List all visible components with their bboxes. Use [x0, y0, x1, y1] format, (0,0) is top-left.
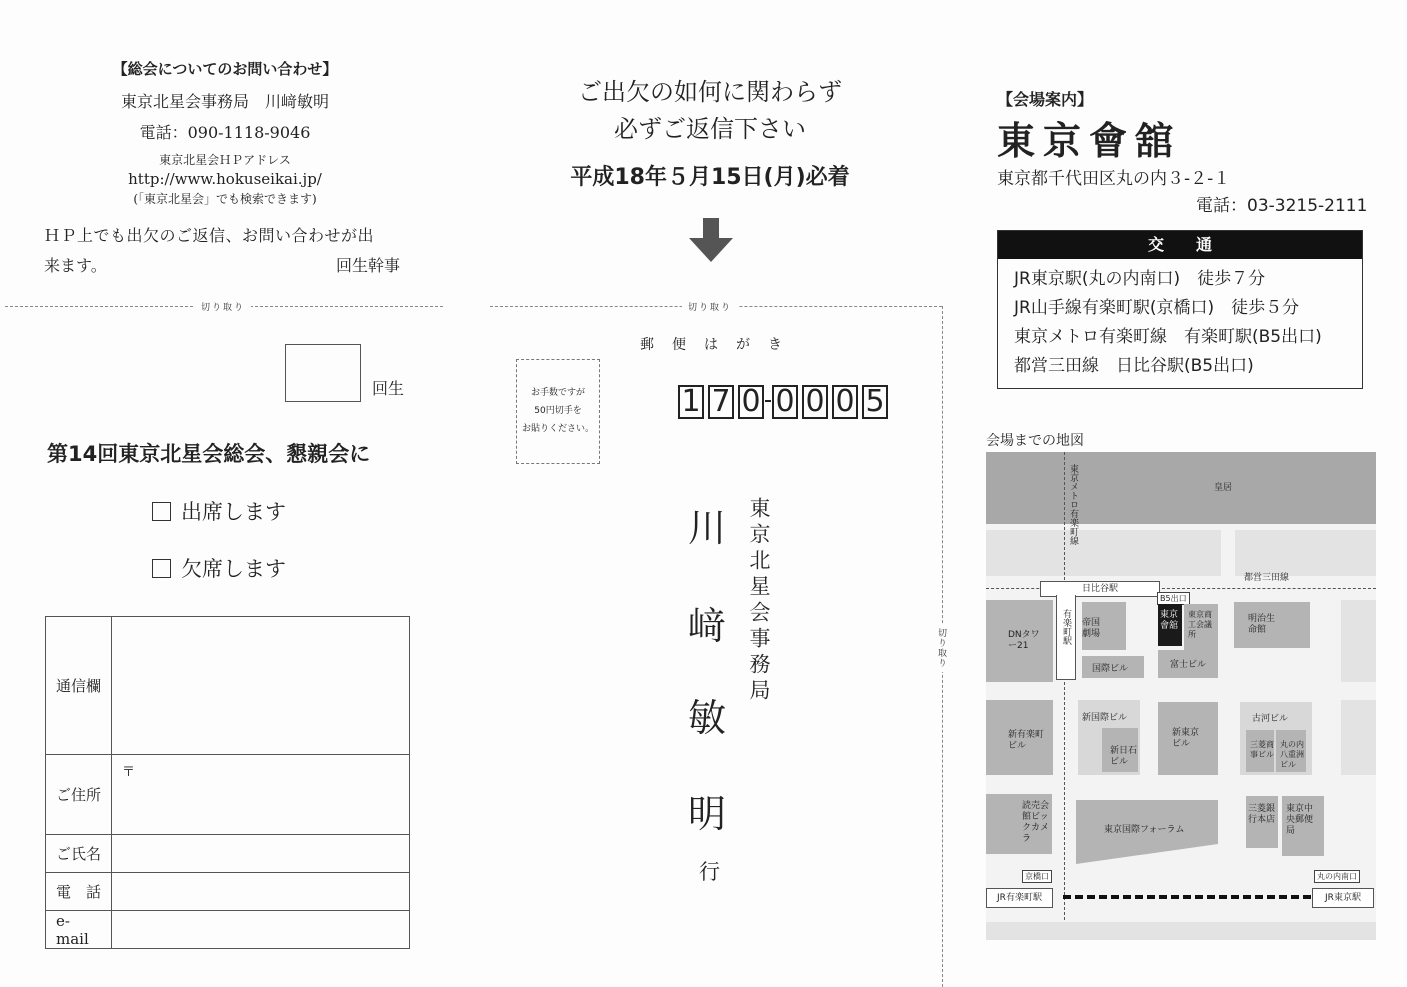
- map-yurakucho-station: [1056, 595, 1076, 680]
- map-block: [1341, 600, 1376, 682]
- inquiry-section: [40, 58, 410, 207]
- map-title: 会場までの地図: [986, 433, 1084, 449]
- zip-digit: 0: [772, 385, 798, 419]
- map-label-metro-line: 東京メトロ有楽町線: [1068, 464, 1078, 545]
- attend-checkbox[interactable]: [152, 502, 171, 521]
- cut-label-left: 切り取り: [195, 300, 251, 313]
- map-label-marunouchi-yaesu: 丸の内八重洲ビル: [1280, 740, 1304, 769]
- name-char: 﨑: [688, 604, 727, 648]
- zip-digit: 0: [802, 385, 828, 419]
- transport-title: 交 通: [998, 231, 1362, 259]
- absent-label: 欠席します: [181, 557, 286, 581]
- zip-digit: 5: [862, 385, 888, 419]
- map-label-forum: 東京国際フォーラム: [1104, 825, 1185, 835]
- zip-hyphen: [765, 400, 771, 402]
- form-label-name: ご氏名: [46, 835, 112, 873]
- inquiry-signature: 回生幹事: [336, 256, 401, 275]
- name-char: 明: [688, 792, 727, 836]
- map-label-mita-line: 都営三田線: [1244, 573, 1290, 583]
- map-b5-exit: B5出口: [1157, 592, 1190, 605]
- form-label-email: e-mail: [46, 911, 112, 949]
- postal-mark: 〒: [122, 765, 136, 780]
- transport-box: [997, 230, 1363, 389]
- address-field[interactable]: [112, 755, 410, 835]
- map-jr-tokyo: JR東京駅: [1312, 888, 1374, 908]
- zip-digit: 0: [832, 385, 858, 419]
- inquiry-note-line2: 来ます。: [44, 256, 107, 275]
- map-label-meiji: 明治生命館: [1248, 614, 1276, 635]
- phone-field[interactable]: [112, 873, 410, 911]
- map-label-shin-kokusai: 新国際ビル: [1082, 713, 1128, 723]
- map-label-teikoku: 帝国劇場: [1082, 618, 1101, 639]
- class-label: 回生: [372, 379, 405, 398]
- map-label-yomiuri: 読売会館ビックカメラ: [1022, 801, 1050, 844]
- attend-option[interactable]: [152, 496, 286, 526]
- form-row-message: [46, 617, 410, 755]
- map-label-fuji: 富士ビル: [1170, 660, 1207, 670]
- zip-digit: 0: [738, 385, 764, 419]
- reply-notice: [520, 72, 900, 191]
- reply-notice-line1: ご出欠の如何に関わらず: [578, 78, 842, 106]
- arrow-down-icon: [688, 218, 734, 264]
- map-metro-line: [1064, 452, 1065, 940]
- hp-url-link[interactable]: http://www.hokuseikai.jp/: [128, 170, 322, 188]
- hp-label: 東京北星会ＨＰアドレス: [159, 153, 291, 167]
- cut-label-middle: 切り取り: [682, 300, 738, 313]
- name-field[interactable]: [112, 835, 410, 873]
- search-note: (「東京北星会」でも検索できます): [133, 192, 317, 206]
- venue-address: 東京都千代田区丸の内３-２-１: [997, 169, 1231, 189]
- map-label-kokyo: 皇居: [1214, 483, 1233, 493]
- stamp-note-line2: 50円切手を: [534, 406, 582, 416]
- map-label-furukawa: 古河ビル: [1252, 714, 1289, 724]
- venue-phone: 電話：03-3215-2111: [1196, 196, 1368, 216]
- map-jr-yurakucho: JR有楽町駅: [986, 888, 1053, 908]
- addressee-org: 東京北星会事務局: [747, 497, 771, 705]
- map-label-post-office: 東京中央郵便局: [1286, 804, 1314, 836]
- map-label-shoko: 東京商工会議所: [1188, 610, 1212, 639]
- map-label-shin-yurakucho: 新有楽町ビル: [1008, 730, 1045, 751]
- stamp-note-line3: お貼りください。: [521, 424, 594, 434]
- inquiry-office: 東京北星会事務局 川﨑敏明: [120, 92, 329, 111]
- postal-code: [678, 385, 892, 419]
- map-label-kokusai: 国際ビル: [1092, 664, 1129, 674]
- form-row-email: [46, 911, 410, 949]
- map-block: [1341, 700, 1376, 775]
- reply-heading: 第14回東京北星会総会、懇親会に: [47, 442, 371, 466]
- postcard-header: 郵 便 は が き: [640, 337, 784, 353]
- map-hibiya-station: 日比谷駅: [1040, 581, 1160, 597]
- map-label-kaikan: 東京會舘: [1158, 604, 1182, 646]
- addressee-suffix: 行: [699, 860, 720, 884]
- zip-digit: 1: [678, 385, 704, 419]
- transport-item: 都営三田線 日比谷駅(B5出口): [1014, 356, 1254, 376]
- inquiry-note-line1: ＨＰ上でも出欠のご返信、お問い合わせが出: [44, 226, 375, 245]
- absent-option[interactable]: [152, 553, 286, 583]
- inquiry-phone: 電話：090-1118-9046: [139, 123, 311, 142]
- map-label-shin-tokyo: 新東京ビル: [1172, 728, 1200, 749]
- cut-label-vertical: 切り取り: [935, 624, 948, 672]
- map-label-yurakucho: 有楽町駅: [1061, 609, 1071, 645]
- form-label-message: 通信欄: [46, 617, 112, 755]
- map-label-mitsubishi-bank: 三菱銀行本店: [1248, 804, 1276, 825]
- form-row-name: [46, 835, 410, 873]
- name-char: 川: [688, 506, 727, 550]
- stamp-note-line1: お手数ですが: [530, 388, 585, 398]
- map-block: [986, 922, 1376, 940]
- form-row-phone: [46, 873, 410, 911]
- map-jr-line: [1063, 895, 1311, 899]
- transport-item: 東京メトロ有楽町線 有楽町駅(B5出口): [1014, 327, 1322, 347]
- class-number-box[interactable]: [285, 344, 361, 402]
- attend-label: 出席します: [181, 500, 286, 524]
- form-label-phone: 電 話: [46, 873, 112, 911]
- email-field[interactable]: [112, 911, 410, 949]
- map-block: [986, 530, 1221, 576]
- map-kokyo-area: [986, 452, 1376, 524]
- transport-item: JR山手線有楽町駅(京橋口) 徒歩５分: [1014, 298, 1300, 318]
- name-char: 敏: [688, 696, 727, 740]
- reply-deadline: 平成18年５月15日(月)必着: [570, 165, 850, 190]
- inquiry-title: 【総会についてのお問い合わせ】: [112, 60, 338, 78]
- map-label-mitsubishi-shoji: 三菱商事ビル: [1250, 740, 1274, 759]
- message-field[interactable]: [112, 617, 410, 755]
- venue-name: 東京會舘: [997, 119, 1182, 163]
- reply-form-table: [45, 616, 410, 949]
- map-block: [1235, 530, 1376, 576]
- venue-label: 【会場案内】: [997, 90, 1094, 109]
- transport-item: JR東京駅(丸の内南口) 徒歩７分: [1014, 269, 1266, 289]
- form-label-address: ご住所: [46, 755, 112, 835]
- stamp-area: [516, 359, 600, 464]
- access-map[interactable]: [986, 452, 1376, 940]
- reply-notice-line2: 必ずご返信下さい: [614, 115, 806, 143]
- absent-checkbox[interactable]: [152, 559, 171, 578]
- map-label-dn-tower: DNタワー21: [1008, 630, 1040, 651]
- zip-digit: 7: [708, 385, 734, 419]
- map-kyobashi-exit: 京橋口: [1022, 870, 1052, 883]
- map-label-shin-nisseki: 新日石ビル: [1110, 746, 1138, 767]
- form-row-address: [46, 755, 410, 835]
- map-marunouchi-exit: 丸の内南口: [1314, 870, 1360, 883]
